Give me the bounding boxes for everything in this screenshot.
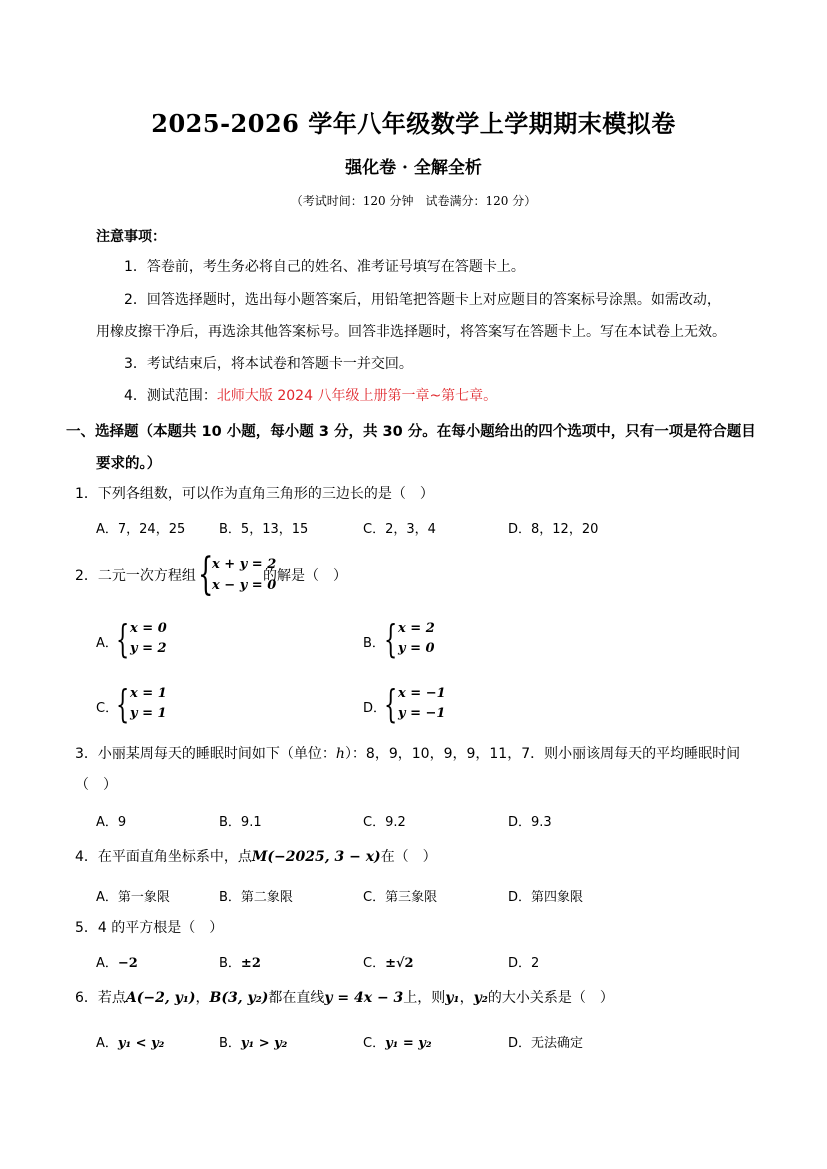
section-heading: 一、选择题（本题共 10 小题，每小题 3 分，共 30 分。在每小题给出的四个选项中，只有一项是符合题目 (66, 424, 756, 440)
q4-stem-suffix: 在（ ） (380, 849, 437, 865)
q5-option-b (219, 952, 261, 971)
q6-option-d (508, 1032, 583, 1051)
q6-comma: ， (459, 990, 474, 1006)
q5-label-b: B． (219, 956, 241, 971)
q2-b-y: y = 0 (398, 641, 435, 656)
question-1-stem: 1．下列各组数，可以作为直角三角形的三边长的是（ ） (75, 486, 434, 502)
q6-label-c: C． (363, 1036, 386, 1051)
q6-part3: 上，则 (403, 990, 446, 1006)
q2-a-x: x = 0 (130, 621, 167, 636)
test-scope: 北师大版 2024 八年级上册第一章~第七章。 (216, 388, 498, 404)
q3-option-b: B．9.1 (219, 815, 262, 830)
q2-option-d (384, 684, 446, 724)
q3-stem-suffix: ）：8，9，10，9，9，11，7．则小丽该周每天的平均睡眠时间 (344, 746, 741, 762)
question-6-stem (75, 988, 614, 1008)
notice-heading: 注意事项： (96, 229, 166, 245)
q3-unit: h (335, 746, 345, 762)
q5-value-b: ±2 (240, 956, 261, 971)
q2-label-b: B． (363, 636, 385, 651)
brace-icon: { (116, 617, 130, 661)
q6-option-b (219, 1032, 287, 1051)
q5-value-d: 2 (531, 956, 540, 971)
notice-item-1: 1．答卷前，考生务必将自己的姓名、准考证号填写在答题卡上。 (124, 259, 525, 275)
q6-sep: ， (195, 990, 210, 1006)
question-4-stem (75, 847, 437, 867)
notice-item-2: 2．回答选择题时，选出每小题答案后，用铅笔把答题卡上对应题目的答案标号涂黑。如需改动， (124, 292, 721, 308)
q2-option-b (384, 619, 435, 659)
q4-option-b: B．第二象限 (219, 890, 293, 905)
exam-info: （考试时间：120 分钟 试卷满分：120 分） (290, 194, 537, 208)
question-2-suffix: 的解是（ ） (263, 568, 347, 584)
q1-option-a: A．7，24，25 (96, 522, 186, 537)
q2-b-x: x = 2 (398, 621, 435, 636)
q6-point-a: A(−2, y₁) (125, 990, 196, 1006)
question-3-stem (75, 744, 740, 764)
section-heading-cont: 要求的。） (96, 456, 162, 472)
notice-item-2-cont: 用橡皮擦干净后，再选涂其他答案标号。回答非选择题时，将答案写在答题卡上。写在本试卷上无效。 (96, 324, 726, 340)
question-2-prefix: 2．二元一次方程组 (75, 568, 196, 584)
question-5-stem: 5．4 的平方根是（ ） (75, 920, 224, 936)
q5-value-c: ±√2 (385, 956, 414, 971)
q2-d-x: x = −1 (398, 686, 446, 701)
q6-part2: 都在直线 (268, 990, 325, 1006)
q6-value-b: y₁ > y₂ (240, 1036, 288, 1051)
question-3-stem-cont: （ ） (75, 777, 117, 793)
q5-value-a: −2 (117, 956, 138, 971)
q2-d-y: y = −1 (398, 706, 446, 721)
q1-option-c: C．2，3，4 (363, 522, 436, 537)
q6-line: y = 4x − 3 (324, 990, 404, 1006)
q4-option-a: A．第一象限 (96, 890, 170, 905)
q2-option-a (116, 619, 167, 659)
q5-option-d (508, 952, 539, 971)
q6-y2: y₂ (473, 990, 488, 1006)
q6-option-c (363, 1032, 432, 1051)
notice-item-4 (124, 386, 497, 406)
q4-option-c: C．第三象限 (363, 890, 438, 905)
q2-equation-2: x − y = 0 (212, 578, 277, 593)
q2-label-c: C． (96, 701, 119, 716)
q5-label-d: D． (508, 956, 532, 971)
q2-a-y: y = 2 (130, 641, 167, 656)
q5-option-a (96, 952, 138, 971)
q6-label-b: B． (219, 1036, 241, 1051)
q3-stem-prefix: 3．小丽某周每天的睡眠时间如下（单位： (75, 746, 336, 762)
q4-stem-prefix: 4．在平面直角坐标系中，点 (75, 849, 252, 865)
brace-icon: { (384, 617, 398, 661)
q2-label-d: D． (363, 701, 387, 716)
q2-c-x: x = 1 (130, 686, 167, 701)
brace-icon: { (198, 549, 214, 600)
notice-item-3: 3．考试结束后，将本试卷和答题卡一并交回。 (124, 356, 413, 372)
brace-icon: { (116, 682, 130, 726)
q6-part1: 6．若点 (75, 990, 126, 1006)
q2-equation-1: x + y = 2 (212, 557, 277, 572)
q5-label-c: C． (363, 956, 386, 971)
q3-option-a: A．9 (96, 815, 127, 830)
q6-label-a: A． (96, 1036, 118, 1051)
q5-option-c (363, 952, 414, 971)
q2-option-c (116, 684, 167, 724)
q1-option-d: D．8，12，20 (508, 522, 599, 537)
q3-option-c: C．9.2 (363, 815, 406, 830)
q4-point: M(−2025, 3 − x) (251, 849, 381, 865)
q4-option-d: D．第四象限 (508, 890, 584, 905)
q6-point-b: B(3, y₂) (209, 990, 269, 1006)
q6-value-d: 无法确定 (531, 1036, 584, 1051)
notice-item-4-prefix: 4．测试范围： (124, 388, 217, 404)
q6-value-c: y₁ = y₂ (385, 1036, 432, 1051)
q6-label-d: D． (508, 1036, 532, 1051)
exam-title: 2025-2026 学年八年级数学上学期期末模拟卷 (151, 109, 676, 138)
q3-option-d: D．9.3 (508, 815, 552, 830)
q2-label-a: A． (96, 636, 118, 651)
exam-subtitle: 强化卷 · 全解全析 (345, 158, 482, 178)
q6-part4: 的大小关系是（ ） (487, 990, 614, 1006)
q1-option-b: B．5，13，15 (219, 522, 309, 537)
brace-icon: { (384, 682, 398, 726)
q6-value-a: y₁ < y₂ (117, 1036, 165, 1051)
q2-c-y: y = 1 (130, 706, 167, 721)
q6-option-a (96, 1032, 164, 1051)
q6-y1: y₁ (445, 990, 460, 1006)
q5-label-a: A． (96, 956, 118, 971)
